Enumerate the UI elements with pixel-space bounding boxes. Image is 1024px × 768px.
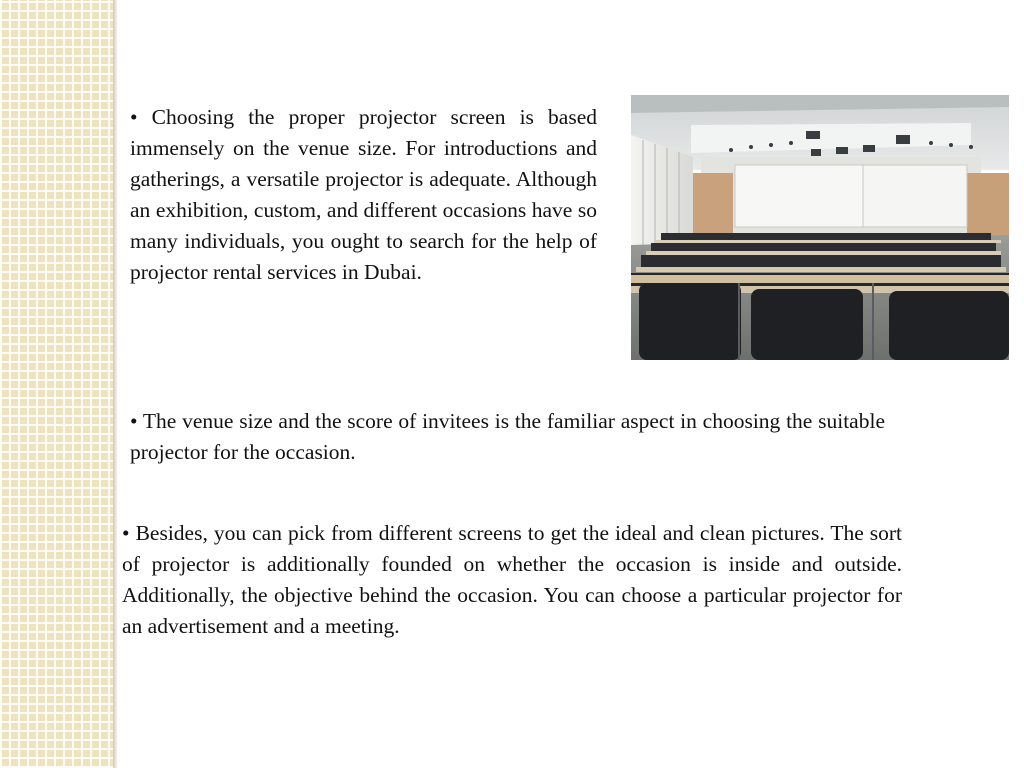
bullet-text: Choosing the proper projector screen is based immensely on the venue size. For introductions and gatherings, a versatile projector is adequate. Although an exhibition, custom, and different occasions have so many individuals, you ought to search for the help of projector rental services in Dubai. — [130, 105, 598, 284]
bullet-paragraph-1 — [130, 102, 597, 288]
bullet-marker: • — [122, 521, 130, 545]
conference-room-photo — [631, 95, 1009, 360]
side-pattern-shadow — [113, 0, 118, 768]
bullet-paragraph-2 — [130, 406, 885, 468]
decorative-side-pattern — [0, 0, 113, 768]
bullet-text: Besides, you can pick from different screens to get the ideal and clean pictures. The sort of projector is additionally founded on whether the occasion is inside and outside. Additionally, the objective behind the occasion. You can choose a particular projector for an advertisement and a meeting. — [122, 521, 903, 638]
bullet-text: The venue size and the score of invitees is the familiar aspect in choosing the suitable projector for the occasion. — [130, 409, 885, 464]
bullet-marker: • — [130, 105, 138, 129]
bullet-paragraph-3 — [122, 518, 902, 642]
bullet-marker: • — [130, 409, 138, 433]
